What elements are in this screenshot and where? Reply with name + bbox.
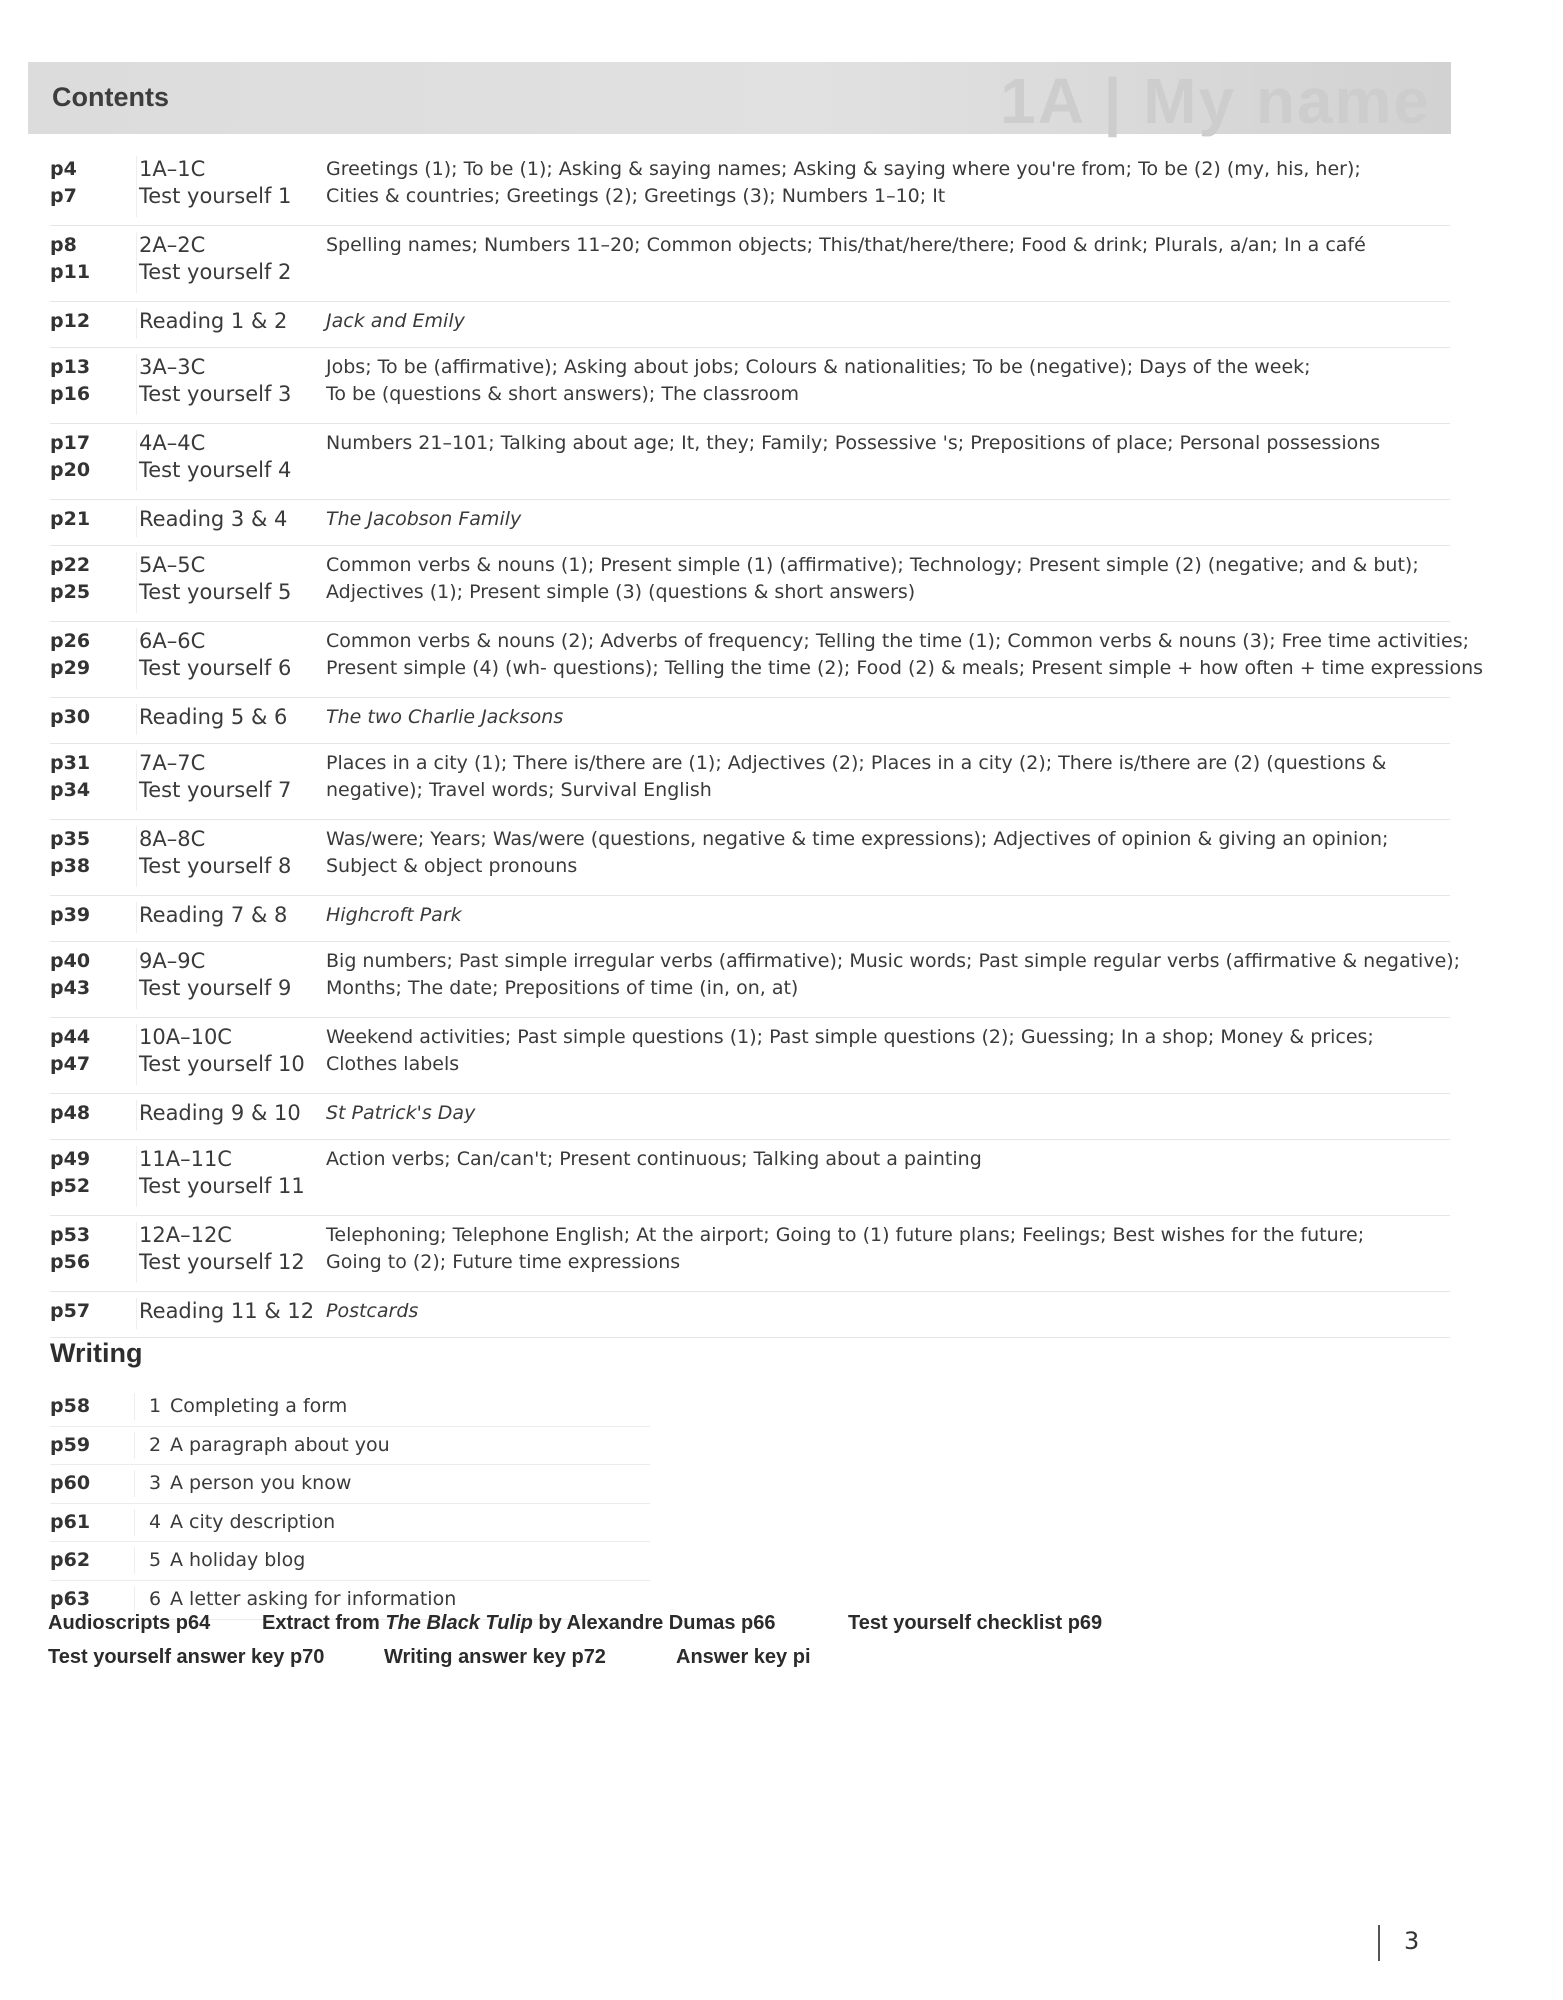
units-column bbox=[136, 826, 319, 887]
unit-label: Reading 9 & 10 bbox=[139, 1101, 301, 1125]
writing-number: 5 bbox=[134, 1547, 175, 1574]
unit-label: Reading 11 & 12 bbox=[139, 1299, 315, 1323]
units-column bbox=[136, 430, 319, 491]
page-ref: p31 bbox=[50, 752, 91, 774]
unit-label: 3A–3C bbox=[139, 355, 206, 379]
units-column bbox=[136, 704, 319, 735]
page-ref: p49 bbox=[50, 1148, 91, 1170]
topic-line: Present simple (4) (wh- questions); Telling the time (2); Food (2) & meals; Present simple + how often + time expressions bbox=[326, 657, 1484, 679]
contents-row bbox=[50, 1018, 1450, 1094]
page-ref: p29 bbox=[50, 657, 91, 679]
topic-line: Postcards bbox=[326, 1300, 419, 1322]
topics-column bbox=[326, 232, 1486, 259]
topic-line: Jack and Emily bbox=[326, 310, 465, 332]
page-ref: p47 bbox=[50, 1053, 91, 1075]
contents-row bbox=[50, 348, 1450, 424]
unit-label: Test yourself 6 bbox=[139, 656, 292, 680]
unit-label: Test yourself 5 bbox=[139, 580, 292, 604]
contents-row bbox=[50, 1094, 1450, 1140]
unit-label: Test yourself 3 bbox=[139, 382, 292, 406]
unit-label: Test yourself 9 bbox=[139, 976, 292, 1000]
unit-label: 8A–8C bbox=[139, 827, 206, 851]
unit-label: 6A–6C bbox=[139, 629, 206, 653]
topic-line: Jobs; To be (affirmative); Asking about jobs; Colours & nationalities; To be (negative); Days of the week; bbox=[326, 356, 1311, 378]
page-ref: p30 bbox=[50, 706, 91, 728]
writing-title-text: A letter asking for information bbox=[170, 1587, 457, 1610]
audioscripts-link[interactable]: Audioscripts p64 bbox=[48, 1612, 211, 1634]
extract-book-title: The Black Tulip bbox=[385, 1612, 533, 1634]
footer-links bbox=[48, 1612, 1408, 1680]
page-ref: p38 bbox=[50, 855, 91, 877]
contents-row bbox=[50, 744, 1450, 820]
contents-row bbox=[50, 500, 1450, 546]
unit-label: 2A–2C bbox=[139, 233, 206, 257]
topics-column bbox=[326, 826, 1486, 880]
pages-column bbox=[50, 354, 130, 408]
page-ref: p44 bbox=[50, 1026, 91, 1048]
writing-row bbox=[50, 1504, 650, 1543]
unit-label: Test yourself 2 bbox=[139, 260, 292, 284]
unit-label: Test yourself 4 bbox=[139, 458, 292, 482]
page-ref: p13 bbox=[50, 356, 91, 378]
unit-label: Test yourself 12 bbox=[139, 1250, 305, 1274]
pages-column bbox=[50, 506, 130, 533]
page-ref: p52 bbox=[50, 1175, 91, 1197]
unit-label: Reading 5 & 6 bbox=[139, 705, 288, 729]
writing-number: 3 bbox=[134, 1470, 175, 1497]
topic-line: Cities & countries; Greetings (2); Greetings (3); Numbers 1–10; It bbox=[326, 185, 946, 207]
contents-row bbox=[50, 302, 1450, 348]
unit-label: 1A–1C bbox=[139, 157, 206, 181]
page-ref: p20 bbox=[50, 459, 91, 481]
unit-label: Reading 3 & 4 bbox=[139, 507, 288, 531]
contents-row bbox=[50, 424, 1450, 500]
pages-column bbox=[50, 232, 130, 286]
unit-label: 9A–9C bbox=[139, 949, 206, 973]
page-ref: p56 bbox=[50, 1251, 91, 1273]
contents-row bbox=[50, 942, 1461, 1018]
unit-label: 11A–11C bbox=[139, 1147, 232, 1171]
topics-column bbox=[326, 704, 1486, 731]
topic-line: Months; The date; Prepositions of time (in, on, at) bbox=[326, 977, 799, 999]
topics-column bbox=[326, 628, 1486, 682]
topic-line: Spelling names; Numbers 11–20; Common objects; This/that/here/there; Food & drink; Plurals, a/an; In a café bbox=[326, 234, 1366, 256]
units-column bbox=[136, 902, 319, 933]
units-column bbox=[136, 1298, 319, 1329]
units-column bbox=[136, 156, 319, 217]
page-ref: p11 bbox=[50, 261, 91, 283]
answer-key-link[interactable]: Answer key pi bbox=[676, 1646, 811, 1668]
topic-line: The Jacobson Family bbox=[326, 508, 522, 530]
topic-line: Weekend activities; Past simple questions (1); Past simple questions (2); Guessing; In a shop; Money & prices; bbox=[326, 1026, 1374, 1048]
page-ref: p53 bbox=[50, 1224, 91, 1246]
writing-page-ref: p60 bbox=[50, 1472, 91, 1495]
page-ref: p12 bbox=[50, 310, 91, 332]
units-column bbox=[136, 1146, 319, 1207]
topic-line: Numbers 21–101; Talking about age; It, they; Family; Possessive 's; Prepositions of place; Personal possessions bbox=[326, 432, 1381, 454]
topic-line: Going to (2); Future time expressions bbox=[326, 1251, 681, 1273]
writing-page-ref: p61 bbox=[50, 1510, 91, 1533]
contents-row bbox=[50, 1292, 1450, 1338]
writing-page-ref: p59 bbox=[50, 1433, 91, 1456]
extract-suffix: by Alexandre Dumas p66 bbox=[532, 1612, 776, 1634]
units-column bbox=[136, 1100, 319, 1131]
units-column bbox=[136, 1222, 319, 1283]
page-ref: p7 bbox=[50, 185, 77, 207]
pages-column bbox=[50, 1222, 130, 1276]
topic-line: Clothes labels bbox=[326, 1053, 460, 1075]
page-ref: p34 bbox=[50, 779, 91, 801]
topic-line: To be (questions & short answers); The classroom bbox=[326, 383, 800, 405]
unit-label: 4A–4C bbox=[139, 431, 206, 455]
topics-column bbox=[326, 750, 1486, 804]
unit-label: Test yourself 11 bbox=[139, 1174, 305, 1198]
writing-number: 2 bbox=[134, 1432, 175, 1459]
pages-column bbox=[50, 156, 130, 210]
test-yourself-answer-key-link[interactable]: Test yourself answer key p70 bbox=[48, 1646, 325, 1668]
writing-list bbox=[50, 1388, 650, 1620]
unit-label: Test yourself 1 bbox=[139, 184, 292, 208]
units-column bbox=[136, 948, 319, 1009]
checklist-link[interactable]: Test yourself checklist p69 bbox=[848, 1612, 1103, 1634]
topic-line: St Patrick's Day bbox=[326, 1102, 476, 1124]
page-ref: p43 bbox=[50, 977, 91, 999]
units-column bbox=[136, 308, 319, 339]
writing-section-title: Writing bbox=[50, 1338, 143, 1368]
unit-label: 5A–5C bbox=[139, 553, 206, 577]
footer-line-2 bbox=[48, 1646, 1408, 1680]
topics-column bbox=[326, 308, 1486, 335]
pages-column bbox=[50, 750, 130, 804]
writing-row bbox=[50, 1427, 650, 1466]
writing-number: 1 bbox=[134, 1393, 175, 1420]
page-ref: p39 bbox=[50, 904, 91, 926]
page-number: 3 bbox=[1404, 1927, 1420, 1955]
unit-label: Test yourself 8 bbox=[139, 854, 292, 878]
page-ref: p22 bbox=[50, 554, 91, 576]
contents-row bbox=[50, 1216, 1450, 1292]
topic-line: Greetings (1); To be (1); Asking & saying names; Asking & saying where you're from; To be (2) (my, his, her); bbox=[326, 158, 1361, 180]
topic-line: Action verbs; Can/can't; Present continuous; Talking about a painting bbox=[326, 1148, 982, 1170]
units-column bbox=[136, 232, 319, 293]
writing-number: 6 bbox=[134, 1586, 175, 1613]
topics-column bbox=[326, 1146, 1486, 1173]
topics-column bbox=[326, 1222, 1486, 1276]
contents-row bbox=[50, 1140, 1450, 1216]
topic-line: Common verbs & nouns (2); Adverbs of frequency; Telling the time (1); Common verbs & nouns (3); Free time activities; bbox=[326, 630, 1470, 652]
page-ref: p21 bbox=[50, 508, 91, 530]
pages-column bbox=[50, 826, 130, 880]
page-ref: p17 bbox=[50, 432, 91, 454]
topics-column bbox=[326, 156, 1486, 210]
writing-title-text: A person you know bbox=[170, 1472, 352, 1495]
page-ref: p48 bbox=[50, 1102, 91, 1124]
extract-prefix: Extract from bbox=[262, 1612, 386, 1634]
unit-label: Reading 1 & 2 bbox=[139, 309, 288, 333]
unit-label: 10A–10C bbox=[139, 1025, 232, 1049]
page-ref: p4 bbox=[50, 158, 77, 180]
page-ref: p25 bbox=[50, 581, 91, 603]
page-ref: p26 bbox=[50, 630, 91, 652]
writing-number: 4 bbox=[134, 1509, 175, 1536]
header-ghost-text: 1A | My name bbox=[1000, 65, 1431, 137]
topic-line: Adjectives (1); Present simple (3) (questions & short answers) bbox=[326, 581, 916, 603]
contents-row bbox=[50, 226, 1450, 302]
writing-page-ref: p62 bbox=[50, 1549, 91, 1572]
units-column bbox=[136, 1024, 319, 1085]
pages-column bbox=[50, 628, 130, 682]
topic-line: Subject & object pronouns bbox=[326, 855, 578, 877]
page-ref: p16 bbox=[50, 383, 91, 405]
topics-column bbox=[326, 948, 1486, 1002]
writing-title-text: Completing a form bbox=[170, 1395, 348, 1417]
topic-line: The two Charlie Jacksons bbox=[326, 706, 564, 728]
writing-row bbox=[50, 1388, 650, 1427]
unit-label: 12A–12C bbox=[139, 1223, 232, 1247]
page-ref: p40 bbox=[50, 950, 91, 972]
topic-line: Common verbs & nouns (1); Present simple (1) (affirmative); Technology; Present simple (2) (negative; and & but); bbox=[326, 554, 1419, 576]
pages-column bbox=[50, 1146, 130, 1200]
pages-column bbox=[50, 552, 130, 606]
writing-title-text: A city description bbox=[170, 1510, 336, 1533]
topics-column bbox=[326, 430, 1486, 457]
topic-line: Telephoning; Telephone English; At the airport; Going to (1) future plans; Feelings; Best wishes for the future; bbox=[326, 1224, 1365, 1246]
contents-list bbox=[50, 150, 1484, 1338]
unit-label: Reading 7 & 8 bbox=[139, 903, 288, 927]
contents-row bbox=[50, 698, 1450, 744]
extract-link[interactable] bbox=[262, 1612, 776, 1635]
footer-line-1 bbox=[48, 1612, 1408, 1646]
topic-line: negative); Travel words; Survival English bbox=[326, 779, 712, 801]
units-column bbox=[136, 506, 319, 537]
page-ref: p8 bbox=[50, 234, 77, 256]
writing-title-text: A holiday blog bbox=[170, 1549, 306, 1572]
pages-column bbox=[50, 1024, 130, 1078]
topics-column bbox=[326, 902, 1486, 929]
pages-column bbox=[50, 430, 130, 484]
unit-label: Test yourself 10 bbox=[139, 1052, 305, 1076]
page-title: Contents bbox=[52, 82, 169, 112]
writing-row bbox=[50, 1465, 650, 1504]
header-band bbox=[28, 62, 1451, 137]
writing-page-ref: p58 bbox=[50, 1395, 91, 1417]
pages-column bbox=[50, 1298, 130, 1325]
topic-line: Highcroft Park bbox=[326, 904, 462, 926]
topic-line: Places in a city (1); There is/there are (1); Adjectives (2); Places in a city (2); There is/there are (2) (questions & bbox=[326, 752, 1387, 774]
topics-column bbox=[326, 1298, 1486, 1325]
pages-column bbox=[50, 308, 130, 335]
writing-title-text: A paragraph about you bbox=[170, 1433, 390, 1456]
writing-row bbox=[50, 1542, 650, 1581]
topics-column bbox=[326, 354, 1486, 408]
contents-row bbox=[50, 820, 1450, 896]
pages-column bbox=[50, 1100, 130, 1127]
writing-answer-key-link[interactable]: Writing answer key p72 bbox=[384, 1646, 606, 1668]
contents-row bbox=[50, 622, 1484, 698]
units-column bbox=[136, 552, 319, 613]
page-ref: p57 bbox=[50, 1300, 91, 1322]
units-column bbox=[136, 750, 319, 811]
contents-row bbox=[50, 150, 1450, 226]
pages-column bbox=[50, 902, 130, 929]
topics-column bbox=[326, 552, 1486, 606]
contents-row bbox=[50, 546, 1450, 622]
writing-page-ref: p63 bbox=[50, 1587, 91, 1610]
topics-column bbox=[326, 1024, 1486, 1078]
topics-column bbox=[326, 506, 1486, 533]
topic-line: Big numbers; Past simple irregular verbs (affirmative); Music words; Past simple regular verbs (affirmative & negative); bbox=[326, 950, 1461, 972]
topics-column bbox=[326, 1100, 1486, 1127]
pages-column bbox=[50, 704, 130, 731]
units-column bbox=[136, 354, 319, 415]
topic-line: Was/were; Years; Was/were (questions, negative & time expressions); Adjectives of opinion & giving an opinion; bbox=[326, 828, 1389, 850]
page-number-divider bbox=[1378, 1925, 1380, 1961]
contents-row bbox=[50, 896, 1450, 942]
units-column bbox=[136, 628, 319, 689]
unit-label: Test yourself 7 bbox=[139, 778, 292, 802]
pages-column bbox=[50, 948, 130, 1002]
unit-label: 7A–7C bbox=[139, 751, 206, 775]
page-ref: p35 bbox=[50, 828, 91, 850]
